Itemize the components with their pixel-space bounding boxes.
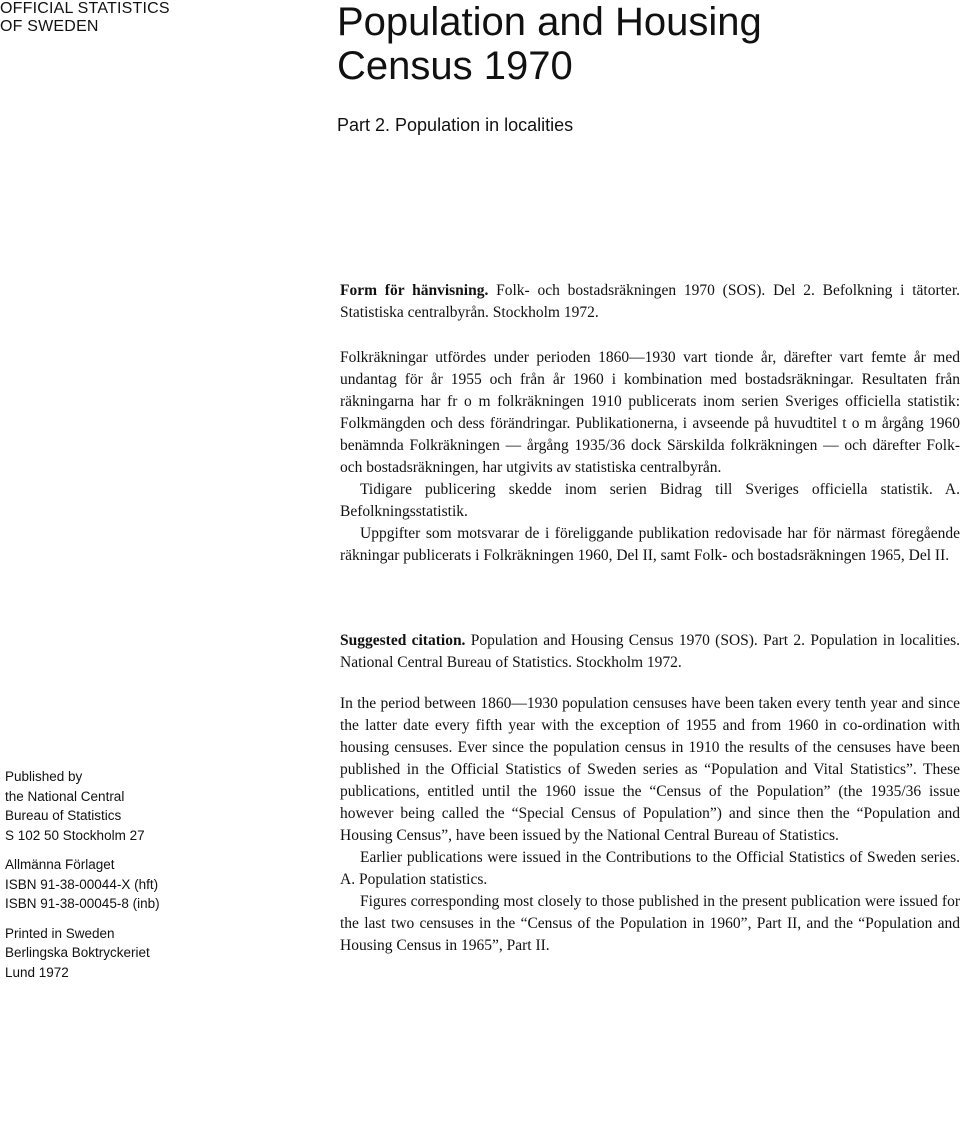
printer-line: Printed in Sweden — [5, 925, 115, 941]
series-line: OFFICIAL STATISTICS — [0, 0, 170, 17]
swedish-paragraph: Folkräkningar utfördes under perioden 1860—1930 vart tionde år, därefter vart femte år med undantag för år 1955 och från år 1960 i kombination med bostadsräkningar. Resultaten från räkningarna har fr o m folkräkningen 1910 publicerats inom serien Sveriges officiella statistik: Folkmängden och dess förändringar. Publikationerna, i avseende på huvudtitel t o m årgång 1960 benämnda Folkräkningen — årgång 1935/36 dock Särskilda folkräkningen — och därefter Folk- och bostadsräkningen, har utgivits av statistiska centralbyrån. — [340, 349, 960, 476]
title-line: Census 1970 — [337, 44, 573, 88]
publisher-line: Bureau of Statistics — [5, 808, 122, 823]
printer-line: Lund 1972 — [5, 964, 69, 980]
english-paragraph: Figures corresponding most closely to those published in the present publication were issued for the last two censuses in the “Census of the Population in 1960”, Part II, and the “Population and Housing Census in 1965”, Part II. — [340, 893, 960, 954]
publisher-line: Allmänna Förlaget — [5, 857, 115, 872]
publisher-line: the National Central — [5, 788, 125, 804]
citation-text: Population and Housing Census 1970 (SOS). Part 2. Population in localities. National Central Bureau of Statistics. Stockholm 1972. — [340, 632, 960, 671]
publication-subtitle: Part 2. Population in localities — [337, 115, 574, 135]
suggested-citation-block — [340, 630, 960, 674]
english-paragraph: Earlier publications were issued in the Contributions to the Official Statistics of Sweden series. A. Population statistics. — [340, 849, 960, 888]
publisher-line: S 102 50 Stockholm 27 — [5, 827, 145, 843]
english-paragraph: In the period between 1860—1930 population censuses have been taken every tenth year and since the latter date every fifth year with the exception of 1955 and from 1960 in co-ordination with housing censuses. Ever since the population census in 1910 the results of the censuses have been published in the Official Statistics of Sweden series as “Population and Vital Statistics”. These publications, entitled until the 1960 issue the “Census of the Population” (the 1935/36 issue however being called the “Special Census of Population”) and since then the “Population and Housing Census”, have been issued by the National Central Bureau of Statistics. — [340, 695, 960, 844]
english-description — [340, 693, 960, 957]
publisher-line: Published by — [5, 769, 83, 784]
reference-form-block — [340, 280, 960, 324]
isbn-line: ISBN 91-38-00045-8 (inb) — [5, 896, 160, 911]
publication-title — [337, 0, 937, 88]
isbn-line: ISBN 91-38-00044-X (hft) — [5, 876, 159, 892]
reference-form-label: Form för hänvisning. — [340, 282, 489, 299]
series-name — [0, 0, 230, 36]
publisher-info — [5, 767, 245, 982]
series-line: OF SWEDEN — [0, 18, 99, 35]
printer-line: Berlingska Boktryckeriet — [5, 945, 150, 960]
swedish-paragraph: Tidigare publicering skedde inom serien Bidrag till Sveriges officiella statistik. A. Befolkningsstatistik. — [340, 481, 960, 520]
title-line: Population and Housing — [337, 0, 762, 44]
citation-label: Suggested citation. — [340, 632, 466, 649]
swedish-description — [340, 347, 960, 567]
reference-form-text: Folk- och bostadsräkningen 1970 (SOS). Del 2. Befolkning i tätorter. Statistiska centralbyrån. Stockholm 1972. — [340, 282, 960, 321]
swedish-paragraph: Uppgifter som motsvarar de i föreliggande publikation redovisade har för närmast föregående räkningar publicerats i Folkräkningen 1960, Del II, samt Folk- och bostadsräkningen 1965, Del II. — [340, 525, 960, 564]
